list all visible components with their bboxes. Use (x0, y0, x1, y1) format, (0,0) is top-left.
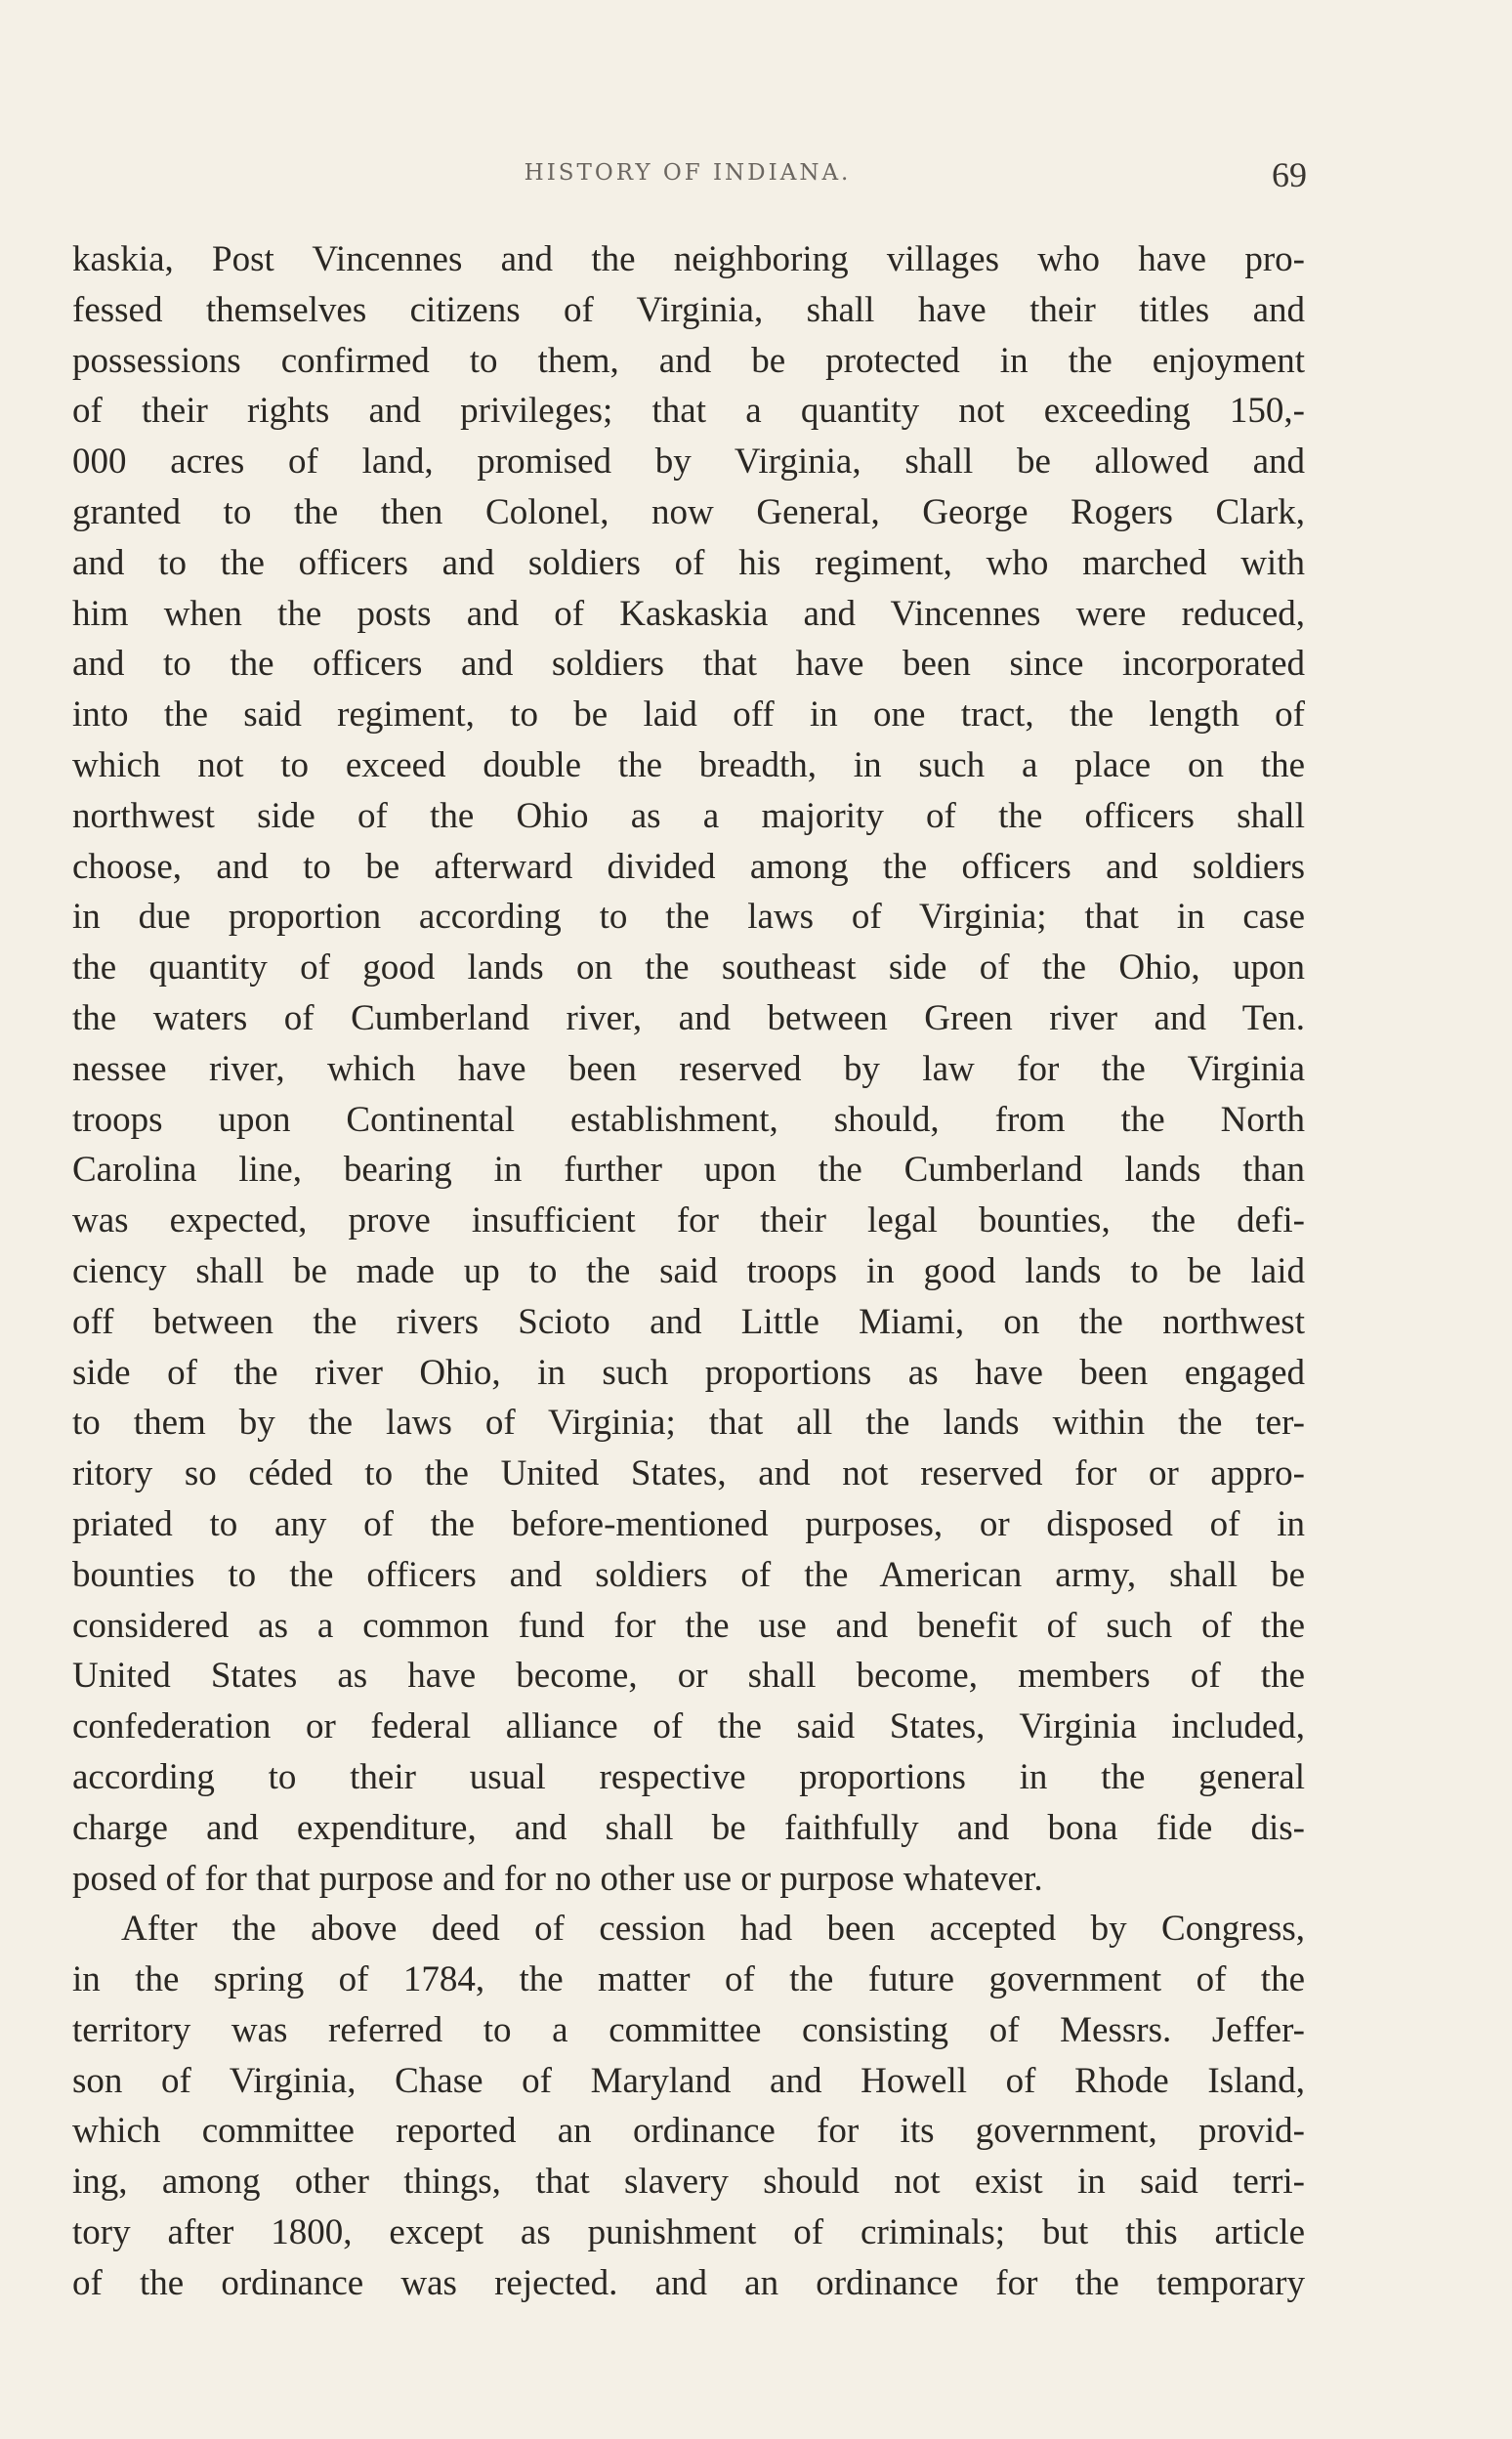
text-line: the waters of Cumberland river, and between Green river and Ten. (72, 997, 1305, 1038)
body-text (72, 234, 1305, 2309)
text-line: After the above deed of cession had been accepted by Congress, (121, 1909, 1305, 1950)
text-line: possessions confirmed to them, and be protected in the enjoyment (72, 340, 1305, 381)
text-line: tory after 1800, except as punishment of criminals; but this article (72, 2212, 1305, 2253)
text-line: United States as have become, or shall become, members of the (72, 1656, 1305, 1697)
text-line: of the ordinance was rejected. and an ordinance for the temporary (72, 2262, 1305, 2303)
text-line: son of Virginia, Chase of Maryland and Howell of Rhode Island, (72, 2060, 1305, 2101)
text-line: side of the river Ohio, in such proportions as have been engaged (72, 1352, 1305, 1393)
text-line: was expected, prove insufficient for their legal bounties, the defi- (72, 1200, 1305, 1241)
text-line: posed of for that purpose and for no other use or purpose whatever. (72, 1858, 1043, 1899)
text-line: kaskia, Post Vincennes and the neighboring villages who have pro- (72, 239, 1305, 279)
text-line: in due proportion according to the laws of Virginia; that in case (72, 897, 1305, 938)
running-head-title: HISTORY OF INDIANA. (524, 160, 852, 186)
text-line: in the spring of 1784, the matter of the future government of the (72, 1959, 1305, 2000)
text-line: Carolina line, bearing in further upon the Cumberland lands than (72, 1150, 1305, 1191)
text-line: troops upon Continental establishment, should, from the North (72, 1099, 1305, 1140)
text-line: considered as a common fund for the use and benefit of such of the (72, 1605, 1305, 1646)
text-line: priated to any of the before-mentioned purposes, or disposed of in (72, 1503, 1305, 1544)
text-line: off between the rivers Scioto and Little Miami, on the northwest (72, 1301, 1305, 1342)
text-line: into the said regiment, to be laid off in one tract, the length of (72, 694, 1305, 736)
text-line: 000 acres of land, promised by Virginia, shall be allowed and (72, 442, 1305, 483)
text-line: fessed themselves citizens of Virginia, shall have their titles and (72, 289, 1305, 330)
running-head (68, 154, 1307, 197)
text-line: of their rights and privileges; that a quantity not exceeding 150,- (72, 391, 1305, 432)
text-line: granted to the then Colonel, now General, George Rogers Clark, (72, 491, 1305, 532)
text-line: him when the posts and of Kaskaskia and Vincennes were reduced, (72, 593, 1305, 634)
text-line: charge and expenditure, and shall be faithfully and bona fide dis- (72, 1807, 1305, 1848)
text-line: northwest side of the Ohio as a majority of the officers shall (72, 795, 1305, 836)
text-line: the quantity of good lands on the southeast side of the Ohio, upon (72, 947, 1305, 988)
text-line: choose, and to be afterward divided among the officers and soldiers (72, 846, 1305, 887)
text-line: ing, among other things, that slavery should not exist in said terri- (72, 2162, 1305, 2203)
text-line: which not to exceed double the breadth, in such a place on the (72, 744, 1305, 785)
text-line: to them by the laws of Virginia; that all the lands within the ter- (72, 1403, 1305, 1444)
text-line: which committee reported an ordinance for its government, provid- (72, 2111, 1305, 2152)
text-line: ritory so céded to the United States, and not reserved for or appro- (72, 1453, 1305, 1494)
text-line: bounties to the officers and soldiers of the American army, shall be (72, 1554, 1305, 1595)
text-line: according to their usual respective proportions in the general (72, 1756, 1305, 1797)
text-line: and to the officers and soldiers that have been since incorporated (72, 644, 1305, 685)
text-line: territory was referred to a committee consisting of Messrs. Jeffer- (72, 2009, 1305, 2050)
text-line: and to the officers and soldiers of his regiment, who marched with (72, 542, 1305, 583)
text-line: ciency shall be made up to the said troops in good lands to be laid (72, 1250, 1305, 1291)
text-line: confederation or federal alliance of the said States, Virginia included, (72, 1706, 1305, 1747)
text-line: nessee river, which have been reserved by law for the Virginia (72, 1048, 1305, 1089)
page-number: 69 (1272, 155, 1307, 194)
